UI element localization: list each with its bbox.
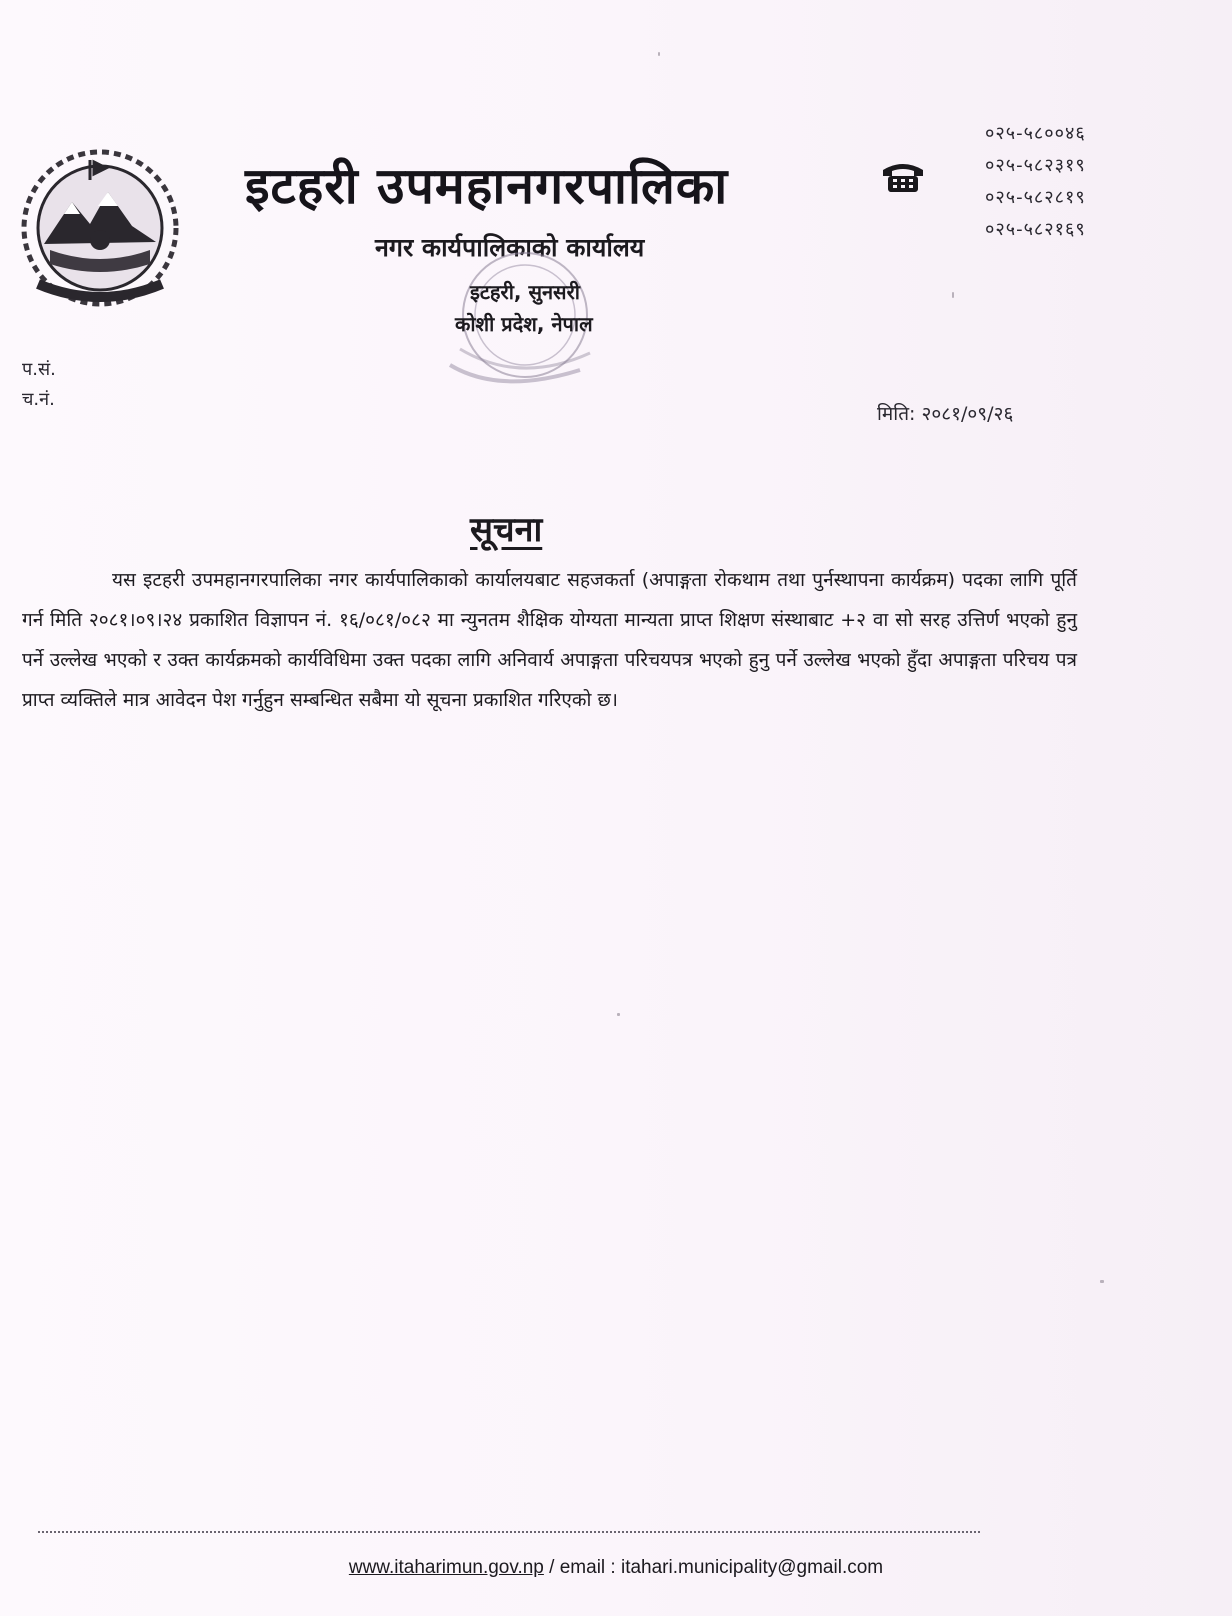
nepal-government-emblem-icon <box>10 140 190 310</box>
phone-number-list <box>985 118 1086 246</box>
footer-separator: / email : <box>543 1557 621 1578</box>
phone-number: ०२५-५८२१६९ <box>985 219 1086 240</box>
footer <box>0 1557 1232 1579</box>
phone-number: ०२५-५८००४६ <box>985 123 1086 144</box>
website-link[interactable]: www.itaharimun.gov.np <box>348 1557 544 1578</box>
scan-speck <box>952 292 954 298</box>
dispatch-number-label: च.नं. <box>22 389 55 410</box>
reference-block <box>22 355 56 415</box>
letter-number-label: प.सं. <box>22 359 56 380</box>
phone-number: ०२५-५८२८१९ <box>985 187 1086 208</box>
office-subtitle: नगर कार्यपालिकाको कार्यालय <box>375 233 645 262</box>
address-line-2: कोशी प्रदेश, नेपाल <box>455 312 593 336</box>
municipality-title: इटहरी उपमहानगरपालिका <box>245 157 729 215</box>
scan-speck <box>1100 1280 1104 1283</box>
letter-date: मिति: २०८१/०९/२६ <box>877 403 1014 425</box>
telephone-icon <box>880 158 926 194</box>
scan-speck <box>658 52 660 56</box>
address-line-1: इटहरी, सुनसरी <box>470 280 580 304</box>
footer-divider <box>38 1531 980 1533</box>
phone-number: ०२५-५८२३१९ <box>985 155 1086 176</box>
notice-heading: सूचना <box>470 510 543 550</box>
email-address[interactable]: itahari.municipality@gmail.com <box>620 1557 884 1578</box>
scan-speck <box>617 1013 620 1016</box>
notice-body: यस इटहरी उपमहानगरपालिका नगर कार्यपालिकाको कार्यालयबाट सहजकर्ता (अपाङ्गता रोकथाम तथा पुर्नस्थापना कार्यक्रम) पदका लागि पूर्ति गर्न मिति २०८१।०९।२४ प्रकाशित विज्ञापन नं. १६/०८१/०८२ मा न्युनतम शैक्षिक योग्यता मान्यता प्राप्त शिक्षण संस्थाबाट +२ वा सो सरह उत्तिर्ण भएको हुनु पर्ने उल्लेख भएको र उक्त कार्यक्रमको कार्यविधिमा उक्त पदका लागि अनिवार्य अपाङ्गता परिचयपत्र भएको हुनु पर्ने उल्लेख भएको हुँदा अपाङ्गता परिचय पत्र प्राप्त व्यक्तिले मात्र आवेदन पेश गर्नुहुन सम्बन्धित सबैमा यो सूचना प्रकाशित गरिएको छ। <box>22 569 1077 711</box>
